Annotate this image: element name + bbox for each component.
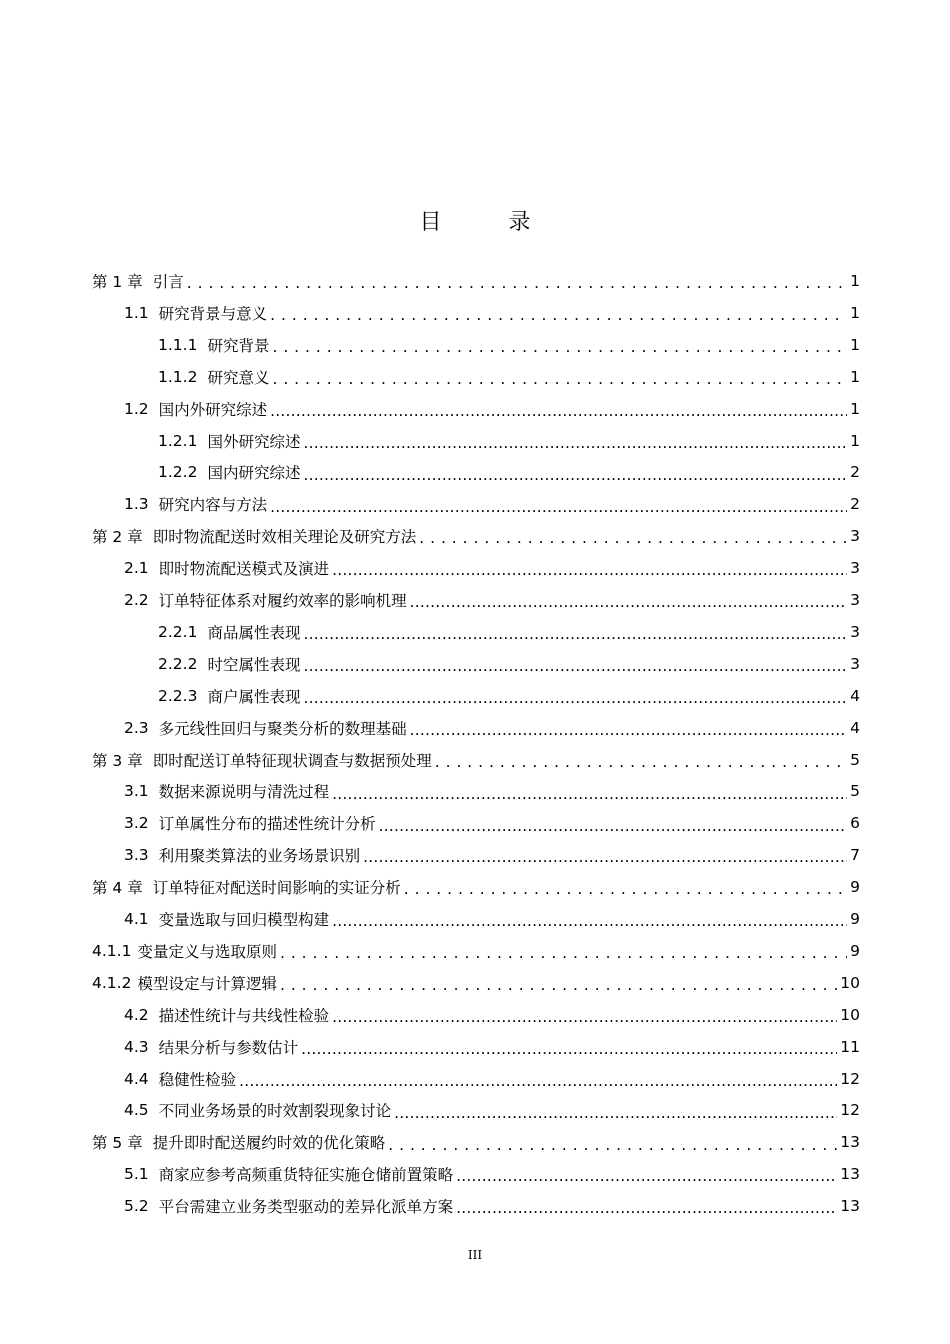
toc-entry-title: 国内外研究综述 bbox=[158, 400, 268, 419]
dot-leader bbox=[303, 466, 847, 482]
dot-leader bbox=[270, 306, 847, 322]
dot-leader bbox=[332, 785, 847, 801]
toc-entry-number: 4.1.1 bbox=[92, 941, 132, 960]
dot-leader bbox=[435, 753, 847, 769]
toc-entry-title: 研究意义 bbox=[207, 368, 270, 387]
dot-leader bbox=[303, 689, 847, 705]
dot-leader bbox=[363, 848, 847, 864]
toc-entry[interactable] bbox=[124, 713, 860, 743]
toc-entry-page: 3 bbox=[850, 527, 860, 546]
toc-entry[interactable] bbox=[124, 1095, 860, 1125]
toc-entry[interactable] bbox=[92, 745, 860, 775]
toc-entry[interactable] bbox=[158, 330, 860, 360]
toc-entry-number: 第 2 章 bbox=[92, 528, 143, 547]
toc-entry[interactable] bbox=[124, 808, 860, 838]
toc-entry-number: 3.1 bbox=[124, 782, 149, 801]
toc-entry-page: 11 bbox=[840, 1037, 860, 1056]
toc-entry-page: 1 bbox=[850, 431, 860, 450]
dot-leader bbox=[410, 721, 847, 737]
toc-entry-title: 研究背景与意义 bbox=[158, 304, 268, 323]
toc-entry-number: 5.2 bbox=[124, 1197, 149, 1216]
toc-entry-page: 1 bbox=[850, 367, 860, 386]
toc-entry-title: 订单特征对配送时间影响的实证分析 bbox=[152, 879, 401, 898]
dot-leader bbox=[332, 561, 847, 577]
toc-entry-title: 描述性统计与共线性检验 bbox=[158, 1006, 330, 1025]
toc-entry-page: 3 bbox=[850, 559, 860, 578]
toc-entry-page: 1 bbox=[850, 399, 860, 418]
dot-leader bbox=[379, 817, 847, 833]
toc-entry-number: 1.2.2 bbox=[158, 463, 198, 482]
toc-entry-page: 9 bbox=[850, 941, 860, 960]
dot-leader bbox=[410, 593, 847, 609]
toc-entry-number: 4.3 bbox=[124, 1037, 149, 1056]
dot-leader bbox=[388, 1136, 837, 1152]
toc-entry-title: 多元线性回归与聚类分析的数理基础 bbox=[158, 719, 407, 738]
toc-entry[interactable] bbox=[92, 521, 860, 551]
toc-entry-title: 提升即时配送履约时效的优化策略 bbox=[152, 1134, 386, 1153]
toc-entry[interactable] bbox=[124, 585, 860, 615]
toc-entry[interactable] bbox=[124, 1159, 860, 1189]
toc-entry-title: 时空属性表现 bbox=[207, 655, 301, 674]
toc-entry-page: 6 bbox=[850, 814, 860, 833]
toc-entry-page: 12 bbox=[840, 1069, 860, 1088]
dot-leader bbox=[270, 402, 847, 418]
dot-leader bbox=[456, 1167, 837, 1183]
toc-entry-page: 13 bbox=[840, 1197, 860, 1216]
toc-entry-title: 即时物流配送时效相关理论及研究方法 bbox=[152, 528, 417, 547]
toc-entry[interactable] bbox=[92, 872, 860, 902]
toc-entry[interactable] bbox=[124, 394, 860, 424]
toc-entry-title: 国外研究综述 bbox=[207, 432, 301, 451]
dot-leader bbox=[239, 1072, 837, 1088]
toc-entry[interactable] bbox=[124, 776, 860, 806]
toc-entry-title: 平台需建立业务类型驱动的差异化派单方案 bbox=[158, 1198, 454, 1217]
dot-leader bbox=[187, 274, 847, 290]
dot-leader bbox=[280, 944, 847, 960]
dot-leader bbox=[303, 434, 847, 450]
toc-entry[interactable] bbox=[124, 840, 860, 870]
toc-entry[interactable] bbox=[124, 1191, 860, 1221]
toc-entry-number: 1.1.2 bbox=[158, 367, 198, 386]
page-number-footer: III bbox=[467, 1248, 483, 1262]
toc-entry-page: 10 bbox=[840, 1005, 860, 1024]
toc-entry-number: 4.2 bbox=[124, 1005, 149, 1024]
dot-leader bbox=[270, 498, 847, 514]
toc-entry-title: 变量定义与选取原则 bbox=[137, 942, 277, 961]
toc-entry-number: 3.3 bbox=[124, 846, 149, 865]
toc-entry-number: 2.2.1 bbox=[158, 622, 198, 641]
toc-entry-page: 9 bbox=[850, 878, 860, 897]
toc-entry-page: 9 bbox=[850, 910, 860, 928]
toc-entry-page: 13 bbox=[840, 1133, 860, 1152]
toc-entry-number: 第 4 章 bbox=[92, 879, 143, 898]
toc-entry-number: 第 5 章 bbox=[92, 1134, 143, 1153]
toc-entry-number: 2.2.2 bbox=[158, 654, 198, 673]
toc-entry-page: 10 bbox=[840, 973, 860, 992]
toc-entry-page: 5 bbox=[850, 782, 860, 801]
toc-entry-title: 利用聚类算法的业务场景识别 bbox=[158, 847, 361, 866]
toc-entry-number: 2.2 bbox=[124, 591, 149, 609]
toc-entry-title: 商品属性表现 bbox=[207, 623, 301, 642]
dot-leader bbox=[303, 625, 847, 641]
toc-entry-page: 13 bbox=[840, 1165, 860, 1184]
toc-entry-number: 2.3 bbox=[124, 718, 149, 737]
toc-entry-number: 3.2 bbox=[124, 814, 149, 833]
toc-entry-number: 4.1.2 bbox=[92, 973, 132, 992]
dot-leader bbox=[404, 880, 847, 896]
toc-entry-page: 7 bbox=[850, 846, 860, 865]
toc-entry-title: 订单特征体系对履约效率的影响机理 bbox=[158, 592, 407, 610]
dot-leader bbox=[272, 370, 847, 386]
toc-entry[interactable] bbox=[124, 489, 860, 519]
toc-entry-page: 1 bbox=[850, 303, 860, 322]
toc-entry-number: 2.2.3 bbox=[158, 686, 198, 705]
dot-leader bbox=[456, 1199, 837, 1215]
dot-leader bbox=[394, 1104, 837, 1120]
dot-leader bbox=[301, 1040, 837, 1056]
toc-entry-page: 12 bbox=[840, 1101, 860, 1120]
toc-entry[interactable] bbox=[124, 904, 860, 934]
toc-entry-title: 结果分析与参数估计 bbox=[158, 1038, 299, 1057]
toc-entry-number: 4.4 bbox=[124, 1069, 149, 1088]
toc-entry-number: 1.3 bbox=[124, 495, 149, 514]
dot-leader bbox=[272, 338, 847, 354]
toc-entry-page: 3 bbox=[850, 654, 860, 673]
toc-entry[interactable] bbox=[92, 936, 860, 966]
toc-entry-title: 研究背景 bbox=[207, 336, 270, 355]
toc-entry-page: 1 bbox=[850, 335, 860, 354]
toc-entry-page: 2 bbox=[850, 463, 860, 482]
toc-entry[interactable] bbox=[158, 426, 860, 456]
toc-entry-page: 3 bbox=[850, 622, 860, 641]
toc-entry-title: 变量选取与回归模型构建 bbox=[158, 911, 330, 929]
toc-entry[interactable] bbox=[158, 649, 860, 679]
toc-entry[interactable] bbox=[158, 362, 860, 392]
toc-entry-number: 1.1.1 bbox=[158, 335, 198, 354]
toc-entry-title: 国内研究综述 bbox=[207, 464, 301, 483]
toc-entry-title: 研究内容与方法 bbox=[158, 496, 268, 515]
toc-entry-title: 数据来源说明与清洗过程 bbox=[158, 783, 330, 802]
toc-entry-title: 模型设定与计算逻辑 bbox=[137, 974, 277, 993]
toc-entry[interactable] bbox=[158, 681, 860, 711]
toc-entry-number: 4.5 bbox=[124, 1101, 149, 1120]
dot-leader bbox=[303, 657, 847, 673]
toc-entry-title: 稳健性检验 bbox=[158, 1070, 237, 1089]
toc-entry-number: 1.1 bbox=[124, 303, 149, 322]
toc-entry-title: 商户属性表现 bbox=[207, 687, 301, 706]
toc-entry-number: 4.1 bbox=[124, 910, 149, 928]
toc-entry-page: 4 bbox=[850, 718, 860, 737]
toc-entry[interactable] bbox=[158, 617, 860, 647]
toc-entry-title: 即时配送订单特征现状调查与数据预处理 bbox=[152, 751, 432, 770]
toc-entry[interactable] bbox=[124, 1032, 860, 1062]
toc-entry[interactable] bbox=[124, 1064, 860, 1094]
toc-entry-number: 1.2 bbox=[124, 399, 149, 418]
toc-entry[interactable] bbox=[124, 1000, 860, 1030]
toc-entry-number: 1.2.1 bbox=[158, 431, 198, 450]
toc-entry-number: 2.1 bbox=[124, 559, 149, 578]
toc-entry-title: 引言 bbox=[152, 273, 184, 291]
toc-entry[interactable] bbox=[92, 1127, 860, 1157]
toc-entry-page: 1 bbox=[850, 272, 860, 290]
toc-entry-number: 5.1 bbox=[124, 1165, 149, 1184]
toc-entry-number: 第 1 章 bbox=[92, 273, 143, 291]
toc-title: 目 录 bbox=[419, 210, 561, 235]
toc-entry[interactable] bbox=[158, 457, 860, 487]
toc-entry[interactable] bbox=[124, 298, 860, 328]
toc-entry[interactable] bbox=[92, 266, 860, 296]
toc-entry-page: 5 bbox=[850, 750, 860, 769]
dot-leader bbox=[332, 1008, 837, 1024]
toc-entry-number: 第 3 章 bbox=[92, 751, 143, 770]
toc-entry-page: 4 bbox=[850, 686, 860, 705]
toc-entry[interactable] bbox=[92, 968, 860, 998]
toc-entry-title: 商家应参考高频重货特征实施仓储前置策略 bbox=[158, 1166, 454, 1185]
toc-entry-title: 订单属性分布的描述性统计分析 bbox=[158, 815, 376, 834]
dot-leader bbox=[280, 976, 837, 992]
toc-entry-page: 2 bbox=[850, 495, 860, 514]
dot-leader bbox=[419, 529, 847, 545]
toc-entry-title: 即时物流配送模式及演进 bbox=[158, 560, 330, 579]
toc-entry-title: 不同业务场景的时效割裂现象讨论 bbox=[158, 1102, 392, 1121]
dot-leader bbox=[332, 912, 847, 928]
toc-entry[interactable] bbox=[124, 553, 860, 583]
toc-entry-page: 3 bbox=[850, 591, 860, 609]
